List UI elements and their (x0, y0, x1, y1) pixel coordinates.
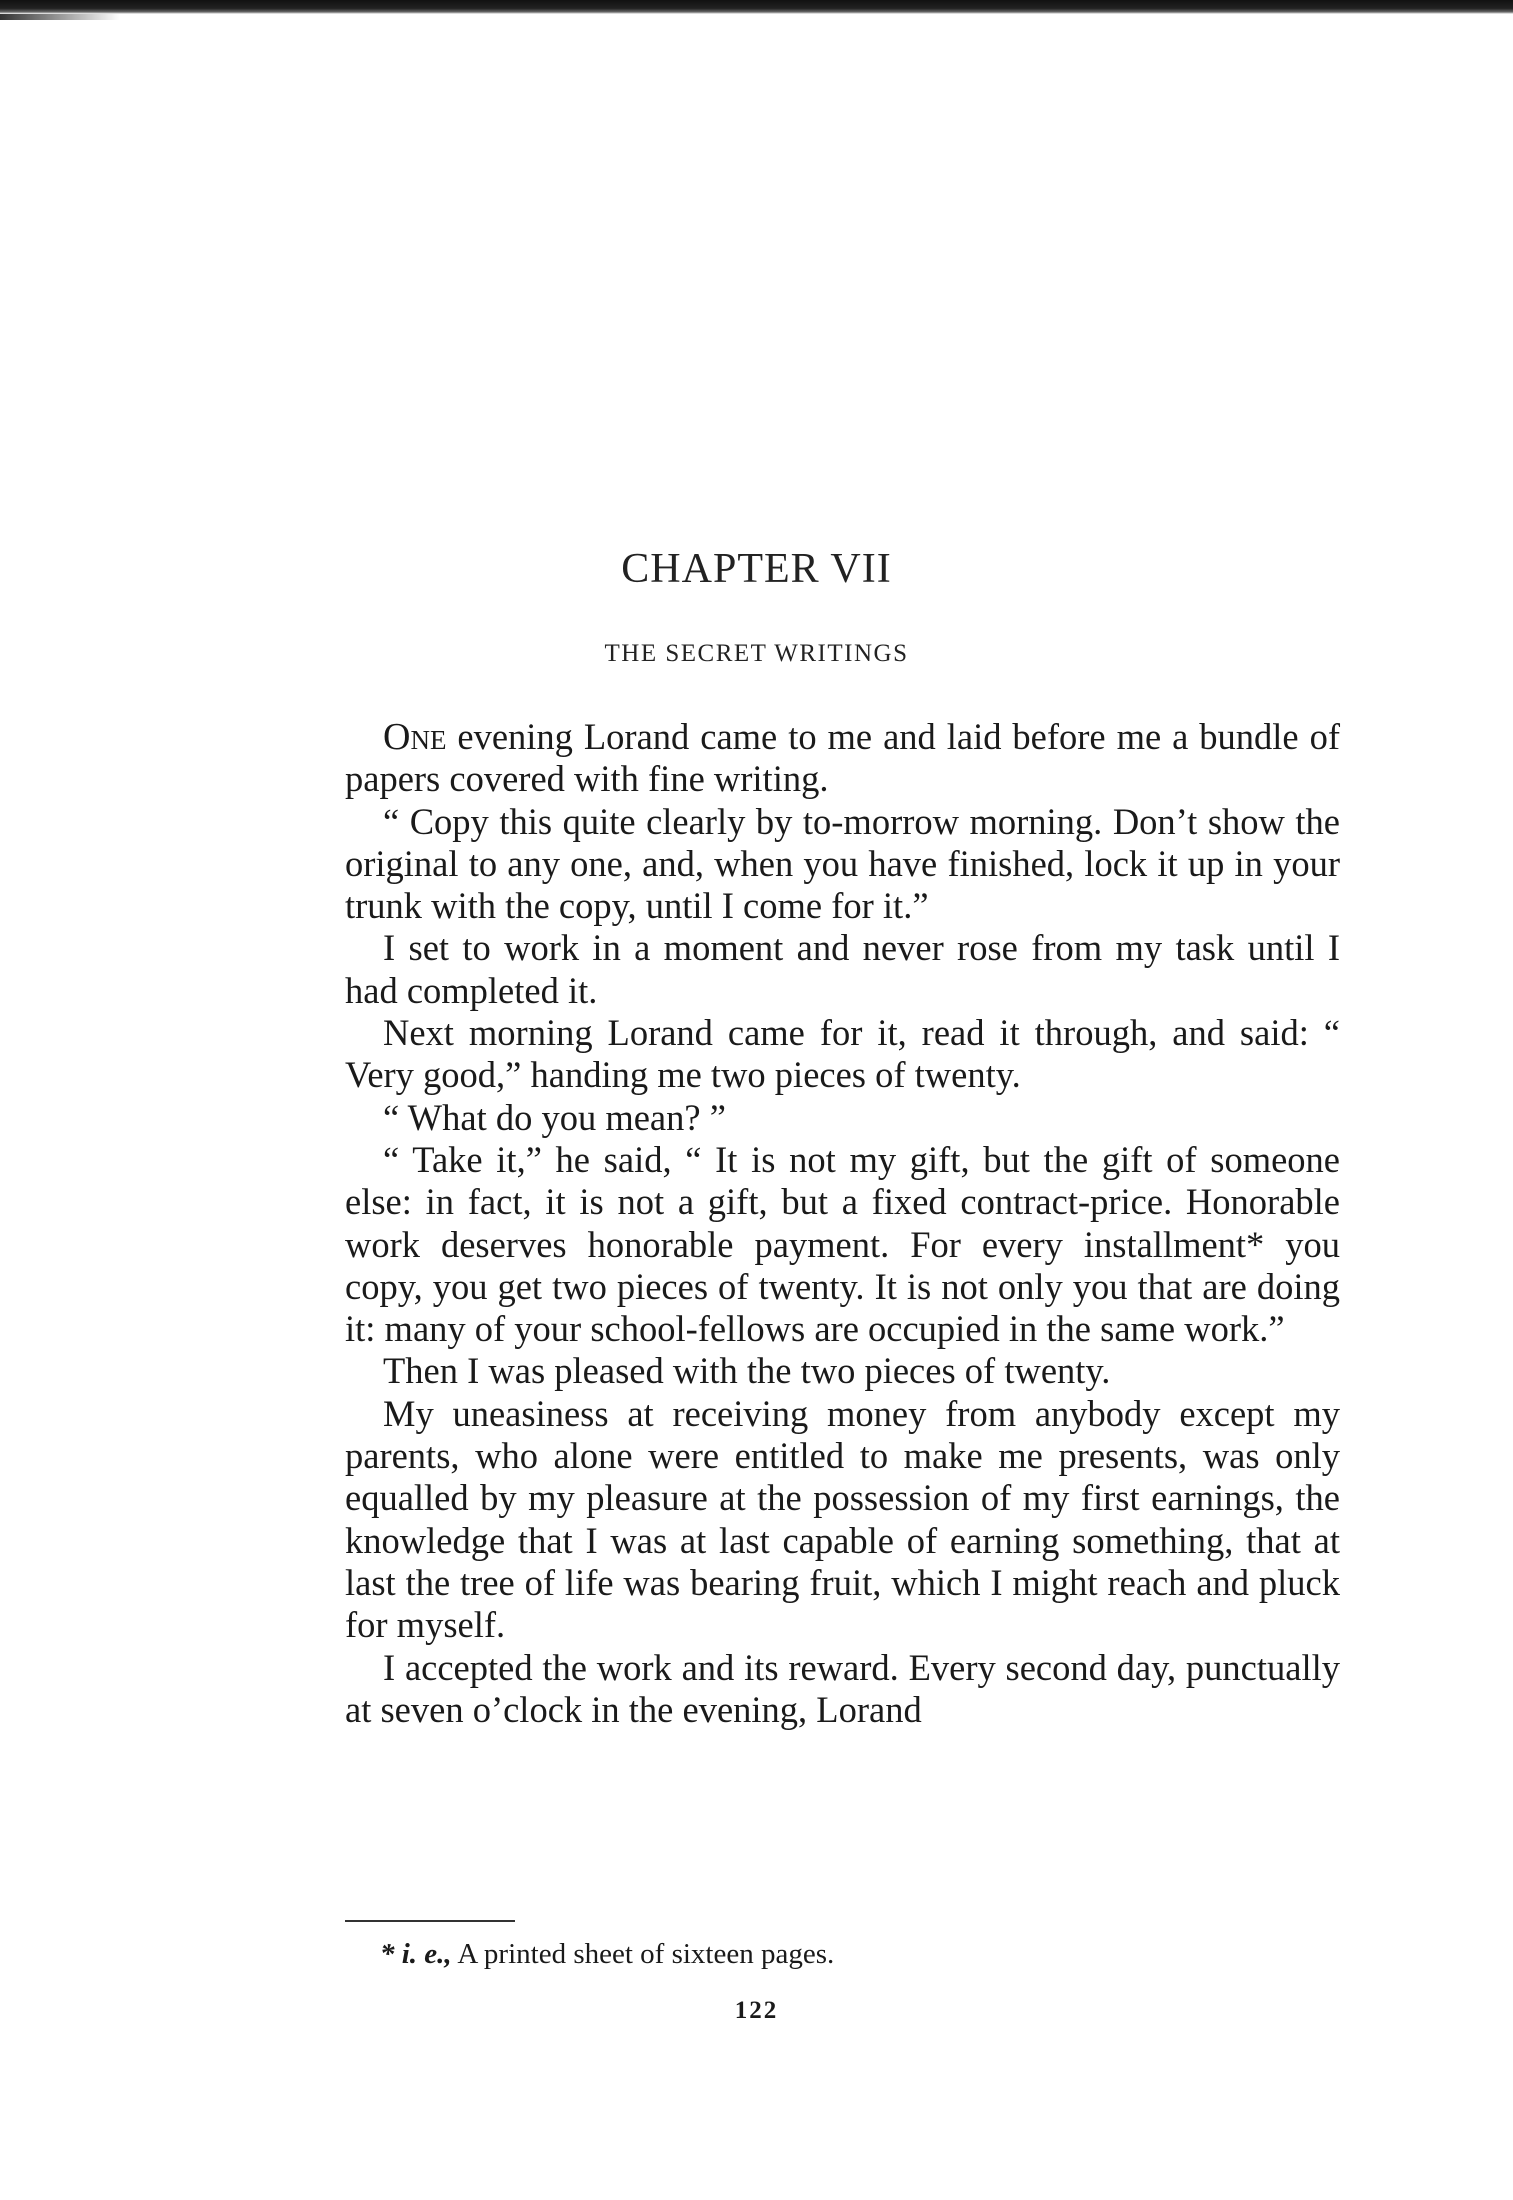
body-text (345, 716, 1340, 1731)
paragraph: “ Copy this quite clearly by to-morrow morning. Don’t show the original to any one, and, when you have finished, lock it up in your trunk with the copy, until I come for it.” (345, 800, 1340, 927)
chapter-subtitle: THE SECRET WRITINGS (604, 640, 909, 667)
footnote (380, 1937, 1280, 1971)
paragraph (345, 716, 1340, 801)
paragraph-text: evening Lorand came to me and laid before me a bundle of papers covered with fine writing. (345, 716, 1340, 800)
paragraph: My uneasiness at receiving money from anybody except my parents, who alone were entitled to make me presents, was only equalled by my pleasure at the possession of my first earnings, the knowledge that I was at last capable of earning something, that at last the tree of life was bearing fruit, which I might reach and pluck for myself. (345, 1392, 1340, 1646)
footnote-rule (345, 1920, 515, 1922)
top-edge-shadow (0, 14, 120, 20)
paragraph: Next morning Lorand came for it, read it through, and said: “ Very good,” handing me two pieces of twenty. (345, 1012, 1340, 1096)
paragraph: I accepted the work and its reward. Every second day, punctually at seven o’clock in the evening, Lorand (345, 1646, 1340, 1730)
page-number: 122 (734, 1997, 779, 2024)
chapter-title: CHAPTER VII (621, 546, 892, 592)
paragraph: I set to work in a moment and never rose from my task until I had completed it. (345, 927, 1340, 1011)
footnote-mark: * i. e., (380, 1938, 452, 1970)
paragraph: Then I was pleased with the two pieces of twenty. (383, 1350, 1111, 1392)
paragraph: “ Take it,” he said, “ It is not my gift, but the gift of someone else: in fact, it is not a gift, but a fixed contract-price. Honorable work deserves honorable payment. For every installment* you copy, you get two pieces of twenty. It is not only you that are doing it: many of your school-fellows are occupied in the same work.” (345, 1138, 1340, 1350)
paragraph: “ What do you mean? ” (383, 1096, 726, 1138)
footnote-text: A printed sheet of sixteen pages. (451, 1938, 835, 1970)
top-edge-rule (0, 0, 1513, 14)
paragraph-lead-word: One (383, 716, 447, 758)
